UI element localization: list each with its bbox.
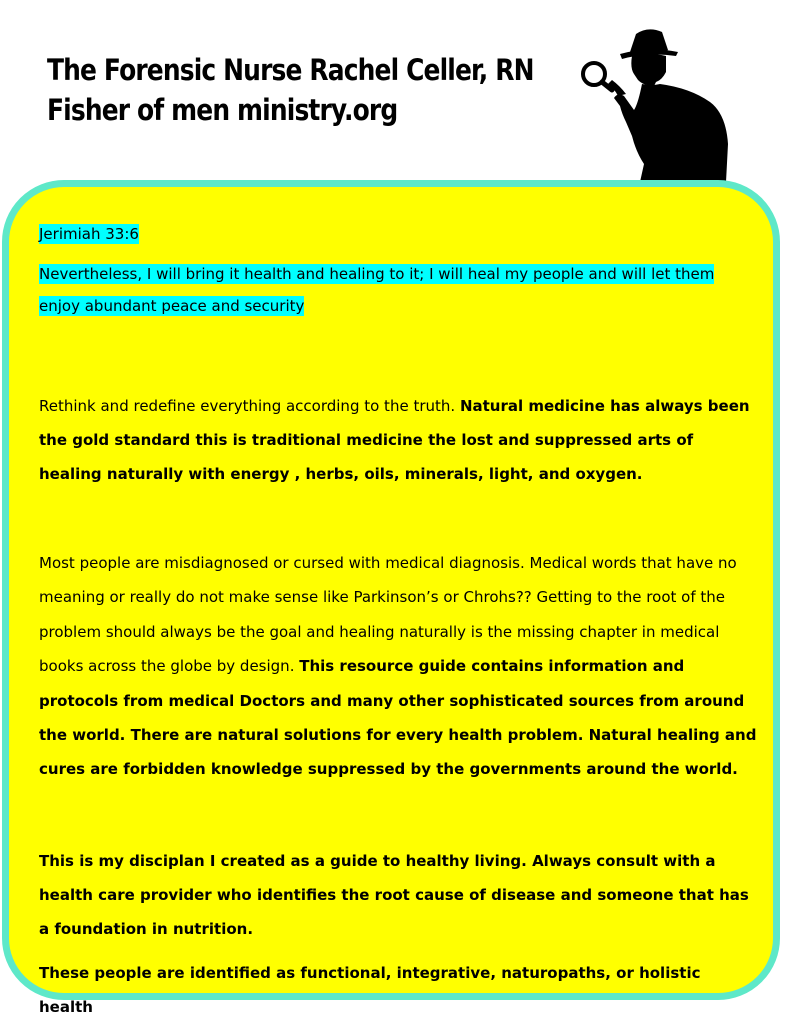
paragraph-disciplan: This is my disciplan I created as a guide to healthy living. Always consult with a health care provider who identifies the root cause of disease and someone that has a foundation in nutrition.: [39, 851, 749, 938]
paragraph-regular-text: Rethink and redefine everything according to the truth.: [39, 397, 460, 415]
paragraph-regular-text: Most people are misdiagnosed or cursed with medical diagnosis. Medical words that have no meaning or really do not make sense like Parkinson’s or Chrohs?? Getting to the root of the problem should always be the goal and healing naturally is the missing chapter in medical books across the globe by design.: [39, 554, 737, 676]
paragraph-bold-text: Natural medicine has always been the gold standard this is traditional medicine the lost and suppressed arts of healing naturally with energy , herbs, oils, minerals, light, and oxygen.: [39, 397, 750, 483]
document-body: [39, 222, 759, 1024]
verse-text: Nevertheless, I will bring it health and healing to it; I will heal my people and will let them enjoy abundant peace and security: [39, 265, 715, 315]
page-title: [47, 50, 534, 130]
title-line-1: The Forensic Nurse Rachel Celler, RN: [47, 53, 534, 87]
paragraph-natural-medicine: [39, 389, 759, 491]
detective-silhouette-icon: [578, 24, 738, 182]
title-line-2: Fisher of men ministry.org: [47, 93, 398, 127]
paragraph-bold-text: This resource guide contains information and protocols from medical Doctors and many other sophisticated sources from around the world. There are natural solutions for every health problem. Natural healing and cures are forbidden knowledge suppressed by the governments around the world.: [39, 657, 757, 779]
magnifying-glass-icon: [583, 63, 612, 90]
paragraph-misdiagnosis: [39, 546, 759, 787]
paragraph-practitioners: These people are identified as functional, integrative, naturopaths, or holistic health: [39, 963, 701, 1016]
verse-reference: Jerimiah 33:6: [39, 225, 139, 243]
